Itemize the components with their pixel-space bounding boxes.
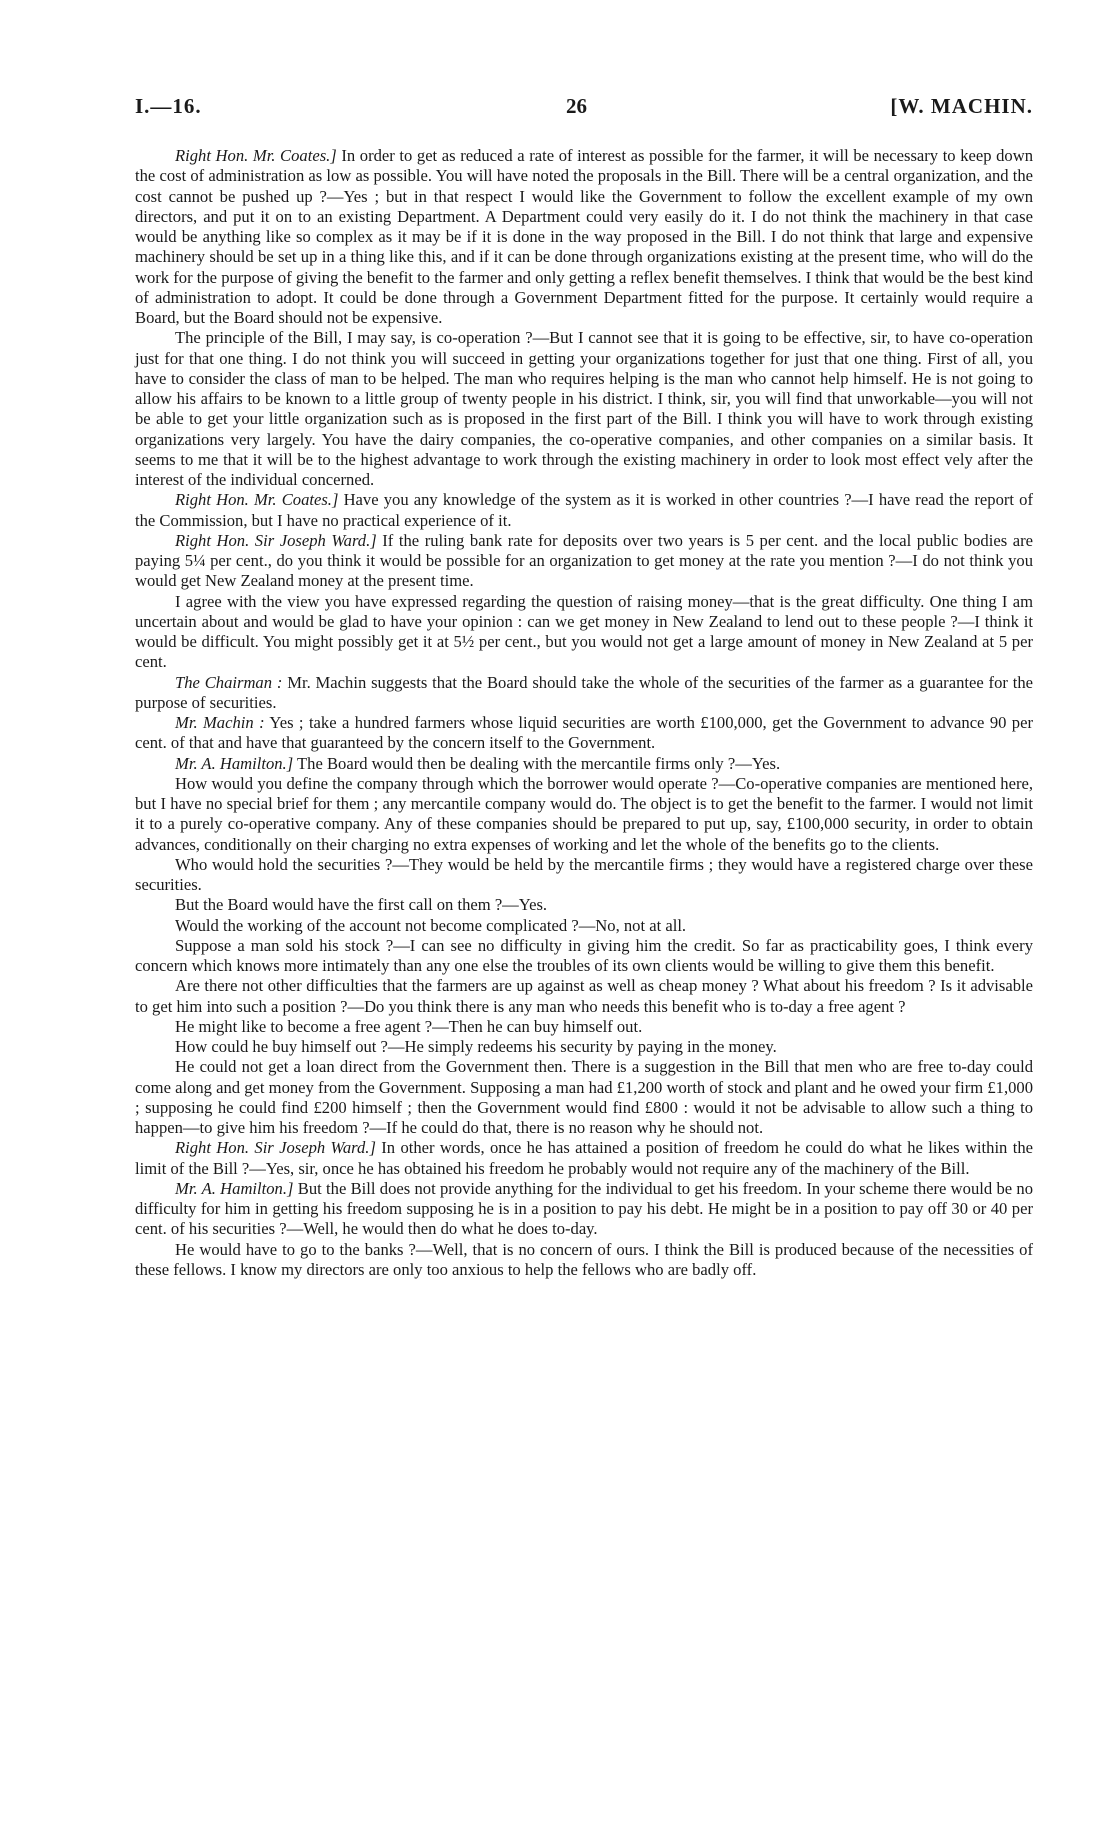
paragraph-text: In other words, once he has attained a position of freedom he could do what he likes within the limit of the Bill ?—Yes, sir, once he has obtained his freedom he probably would not require any of the machinery of the Bill. [135, 1138, 1033, 1178]
paragraph [135, 1037, 1033, 1057]
speaker-label: Right Hon. Mr. Coates.] [175, 146, 337, 165]
paragraph [135, 1017, 1033, 1037]
paragraph [135, 976, 1033, 1017]
paragraph [135, 490, 1033, 531]
paragraph-text: He might like to become a free agent ?—Then he can buy himself out. [175, 1016, 643, 1036]
paragraph-text: How could he buy himself out ?—He simply redeems his security by paying in the money. [175, 1037, 777, 1056]
paragraph-text: He would have to go to the banks ?—Well, that is no concern of ours. I think the Bill is produced because of the necessities of these fellows. I know my directors are only too anxious to help the fellows who are badly off. [135, 1239, 1033, 1279]
paragraph [135, 673, 1033, 714]
paragraph-text: If the ruling bank rate for deposits over two years is 5 per cent. and the local public bodies are paying 5¼ per cent., do you think it would be possible for an organization to get money at the rate you mention ?—I do not think you would get New Zealand money at the present time. [135, 530, 1033, 591]
speaker-label: Right Hon. Sir Joseph Ward.] [175, 530, 377, 550]
speaker-label: The Chairman : [175, 672, 283, 692]
paragraph-text: Have you any knowledge of the system as it is worked in other countries ?—I have read the report of the Commission, but I have no practical experience of it. [135, 490, 1034, 530]
paragraph [135, 754, 1033, 774]
paragraph-text: Suppose a man sold his stock ?—I can see no difficulty in giving him the credit. So far as practicability goes, I think every concern which knows more intimately than any one else the troubles of its own clients would be willing to give them this benefit. [135, 935, 1033, 975]
witness-name: [W. MACHIN. [890, 94, 1033, 118]
paragraph [135, 531, 1033, 592]
paragraph [135, 713, 1033, 754]
paragraph-text: The Board would then be dealing with the mercantile firms only ?—Yes. [293, 753, 781, 773]
paragraph-text: But the Board would have the first call on them ?—Yes. [175, 895, 548, 915]
paragraph [135, 1057, 1033, 1138]
speaker-label: Right Hon. Mr. Coates.] [175, 490, 339, 510]
paragraph [135, 936, 1033, 977]
paragraph [135, 1138, 1033, 1179]
paragraph [135, 146, 1033, 328]
paragraph-text: Mr. Machin suggests that the Board should take the whole of the securities of the farmer as a guarantee for the purpose of securities. [135, 672, 1033, 712]
paragraph [135, 774, 1033, 855]
paragraph-text: I agree with the view you have expressed regarding the question of raising money—that is the great difficulty. One thing I am uncertain about and would be glad to have your opinion : can we get money in New Zealand to lend out to these people ?—I think it would be difficult. You might possibly get it at 5½ per cent., but you would not get a large amount of money in New Zealand at 5 per cent. [135, 591, 1033, 672]
page-number: 26 [566, 94, 587, 118]
paragraph-text: The principle of the Bill, I may say, is co-operation ?—But I cannot see that it is going to be effective, sir, to have co-operation just for that one thing. I do not think you will succeed in getting your organizations together for just that one thing. First of all, you have to consider the class of man to be helped. The man who requires helping is the man who cannot help himself. He is not going to allow his affairs to be known to a little group of twenty people in his district. I think, sir, you will find that unworkable—you will not be able to get your little organization such as is proposed in the first part of the Bill. I think you will have to work through existing organizations very largely. You have the dairy companies, the co-operative companies, and other companies on a similar basis. It seems to me that it will be to the highest advantage to work through the existing machinery in order to look most effect vely after the interest of the individual concerned. [135, 328, 1033, 489]
paragraph [135, 895, 1033, 915]
paragraph [135, 855, 1033, 896]
paragraph-text: Are there not other difficulties that the farmers are up against as well as cheap money ? What about his freedom ? Is it advisable to get him into such a position ?—Do you think there is any man who needs this benefit who is to-day a free agent ? [135, 976, 1033, 1016]
paragraph [135, 592, 1033, 673]
paragraph [135, 328, 1033, 490]
speaker-label: Right Hon. Sir Joseph Ward.] [175, 1138, 376, 1158]
paragraph-text: He could not get a loan direct from the Government then. There is a suggestion in the Bill that men who are free to-day could come along and get money from the Government. Supposing a man had £1,200 worth of stock and plant and he owed your firm £1,000 ; supposing he could find £200 himself ; then the Government would find £800 : would it not be advisable to allow such a thing to happen—to give him his freedom ?—If he could do that, there is no reason why he should not. [135, 1057, 1033, 1137]
paragraph-text: How would you define the company through which the borrower would operate ?—Co-operative companies are mentioned here, but I have no special brief for them ; any mercantile company would do. The object is to get the benefit to the farmer. I would not limit it to a purely co-operative company. Any of these companies should be prepared to put up, say, £100,000 security, in order to obtain advances, conditionally on their charging no extra expenses of working and let the whole of the benefits go to the clients. [135, 773, 1033, 854]
paragraph-text: Who would hold the securities ?—They would be held by the mercantile firms ; they would have a registered charge over these securities. [135, 854, 1033, 894]
paragraph [135, 1240, 1033, 1281]
paragraph-text: Yes ; take a hundred farmers whose liquid securities are worth £100,000, get the Government to advance 90 per cent. of that and have that guaranteed by the concern itself to the Government. [135, 713, 1033, 753]
evidence-text [135, 146, 1033, 1280]
paragraph [135, 1179, 1033, 1240]
paragraph-text: In order to get as reduced a rate of interest as possible for the farmer, it will be necessary to keep down the cost of administration as low as possible. You will have noted the proposals in the Bill. There will be a central organization, and the cost cannot be pushed up ?—Yes ; but in that respect I would like the Government to follow the excellent example of my own directors, and put it on to an existing Department. A Department could very easily do it. I do not think the machinery in that case would be anything like so complex as it may be if it is done in the way proposed in the Bill. I do not think that large and expensive machinery should be set up in a thing like this, and if it can be done through organizations existing at the present time, who will do the work for the purpose of giving the benefit to the farmer and only getting a reflex benefit themselves. I think that would be the best kind of administration to adopt. It could be done through a Government Department fitted for the purpose. It certainly would require a Board, but the Board should not be expensive. [135, 146, 1033, 327]
paragraph [135, 916, 1033, 936]
speaker-label: Mr. A. Hamilton.] [175, 1178, 294, 1198]
document-reference: I.—16. [135, 94, 202, 118]
paragraph-text: But the Bill does not provide anything for the individual to get his freedom. In your scheme there would be no difficulty for him in getting his freedom supposing he is in a position to pay his debt. He might be in a position to pay off 30 or 40 per cent. of his securities ?—Well, he would then do what he does to-day. [135, 1178, 1033, 1239]
speaker-label: Mr. Machin : [175, 713, 265, 732]
page-header [135, 94, 1033, 126]
speaker-label: Mr. A. Hamilton.] [175, 753, 294, 773]
paragraph-text: Would the working of the account not become complicated ?—No, not at all. [175, 915, 687, 935]
